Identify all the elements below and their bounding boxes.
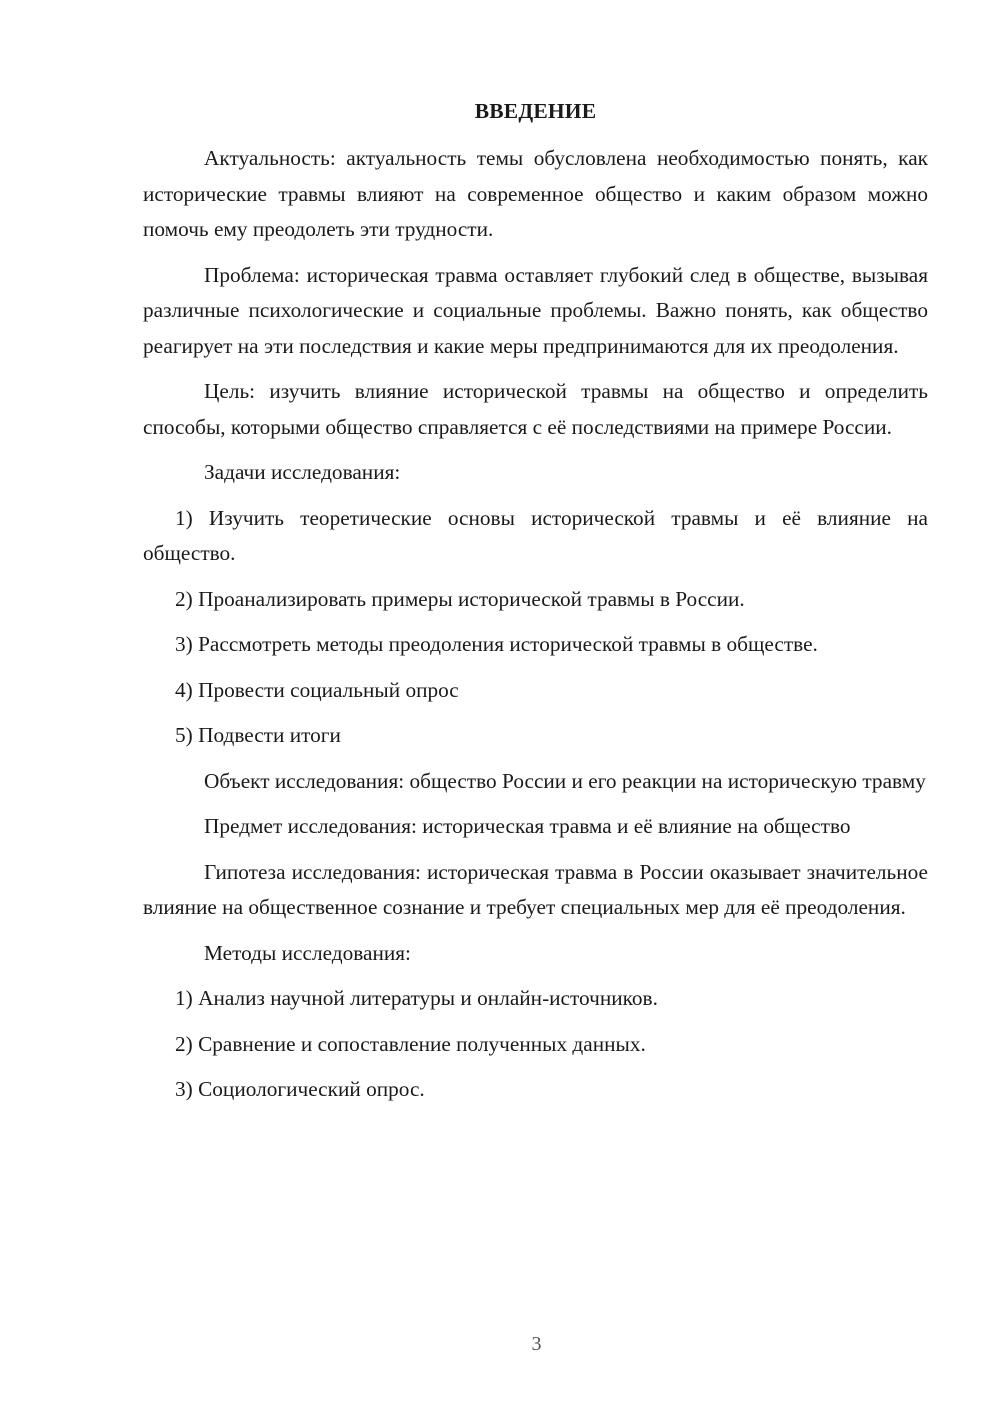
task-item: 5) Подвести итоги [175,723,341,747]
section-heading: ВВЕДЕНИЕ [474,99,597,123]
page-content [143,94,928,1118]
method-item: 1) Анализ научной литературы и онлайн-источников. [175,986,658,1010]
task-item: 2) Проанализировать примеры исторической травмы в России. [175,586,745,611]
subject-paragraph: Предмет исследования: историческая травма и её влияние на общество [204,814,851,838]
method-item: 2) Сравнение и сопоставление полученных данных. [175,1031,646,1056]
method-item: 3) Социологический опрос. [175,1077,425,1101]
hypothesis-paragraph: Гипотеза исследования: историческая травма в России оказывает значительное влияние на общественное сознание и требует специальных мер для её преодоления. [143,859,928,919]
task-item: 4) Провести социальный опрос [175,677,459,702]
problem-paragraph: Проблема: историческая травма оставляет глубокий след в обществе, вызывая различные психологические и социальные проблемы. Важно понять, как общество реагирует на эти последствия и какие меры предпринимаются для их преодоления. [143,262,928,358]
tasks-label: Задачи исследования: [204,460,401,484]
goal-paragraph: Цель: изучить влияние исторической травмы на общество и определить способы, которыми общество справляется с её последствиями на примере России. [143,379,928,439]
page-number: 3 [531,1333,542,1355]
methods-label: Методы исследования: [204,940,411,965]
relevance-paragraph: Актуальность: актуальность темы обусловлена необходимостью понять, как исторические травмы влияют на современное общество и каким образом можно помочь ему преодолеть эти трудности. [143,146,928,241]
task-item: 1) Изучить теоретические основы исторической травмы и её влияние на общество. [143,505,928,565]
object-paragraph: Объект исследования: общество России и его реакции на историческую травму [204,768,926,793]
task-item: 3) Рассмотреть методы преодоления исторической травмы в обществе. [175,632,818,656]
